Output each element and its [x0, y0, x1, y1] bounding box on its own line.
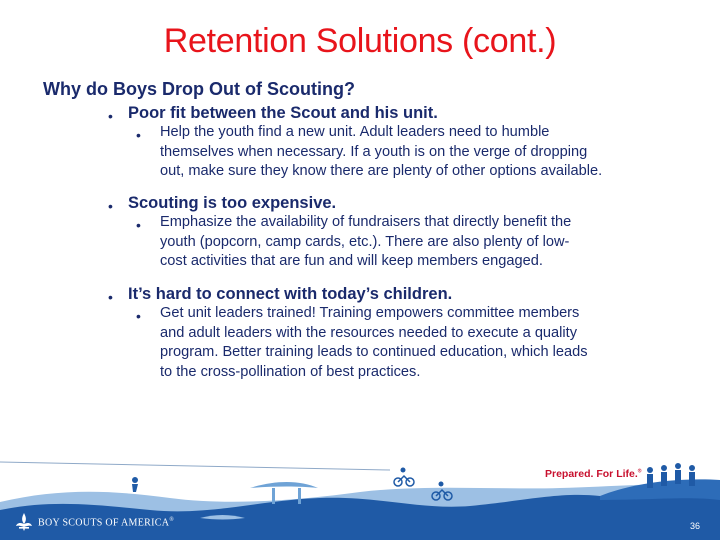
point-heading-1: Poor fit between the Scout and his unit.: [128, 104, 438, 122]
zipline-wire: [0, 462, 390, 470]
page-number: 36: [690, 521, 701, 531]
sub-bullet: •: [136, 127, 141, 143]
point-heading-2: Scouting is too expensive.: [128, 194, 337, 212]
canoe-icon: [250, 482, 318, 488]
sub-bullet: •: [136, 217, 141, 233]
point-heading-3: It’s hard to connect with today’s children.: [128, 285, 453, 303]
point-detail-2: Emphasize the availability of fundraisers that directly benefit the youth (popcorn, camp cards, etc.). There are also plenty of low- cost activities that are fun and will keep members engaged.: [160, 214, 572, 269]
org-name: BOY SCOUTS OF AMERICA®: [38, 517, 175, 529]
bullet: •: [108, 198, 113, 214]
slide-question: Why do Boys Drop Out of Scouting?: [43, 79, 355, 99]
point-detail-3: Get unit leaders trained! Training empowers committee members and adult leaders with the resources needed to execute a quality program. Better training leads to continued education, which leads to the cross-pollination of best practices.: [160, 305, 588, 380]
zipliner-icon: [132, 477, 138, 483]
slogan: Prepared. For Life.®: [545, 468, 642, 480]
bullet: •: [108, 289, 113, 305]
bullet: •: [108, 108, 113, 124]
point-detail-1: Help the youth find a new unit. Adult leaders need to humble themselves when necessary. If a youth is on the verge of dropping out, make sure they know there are plenty of other options available.: [160, 124, 603, 179]
cyclist-icon: [394, 476, 414, 486]
slide-title: Retention Solutions (cont.): [163, 22, 557, 60]
sub-bullet: •: [136, 308, 141, 324]
fleur-de-lis-icon: [14, 512, 34, 532]
